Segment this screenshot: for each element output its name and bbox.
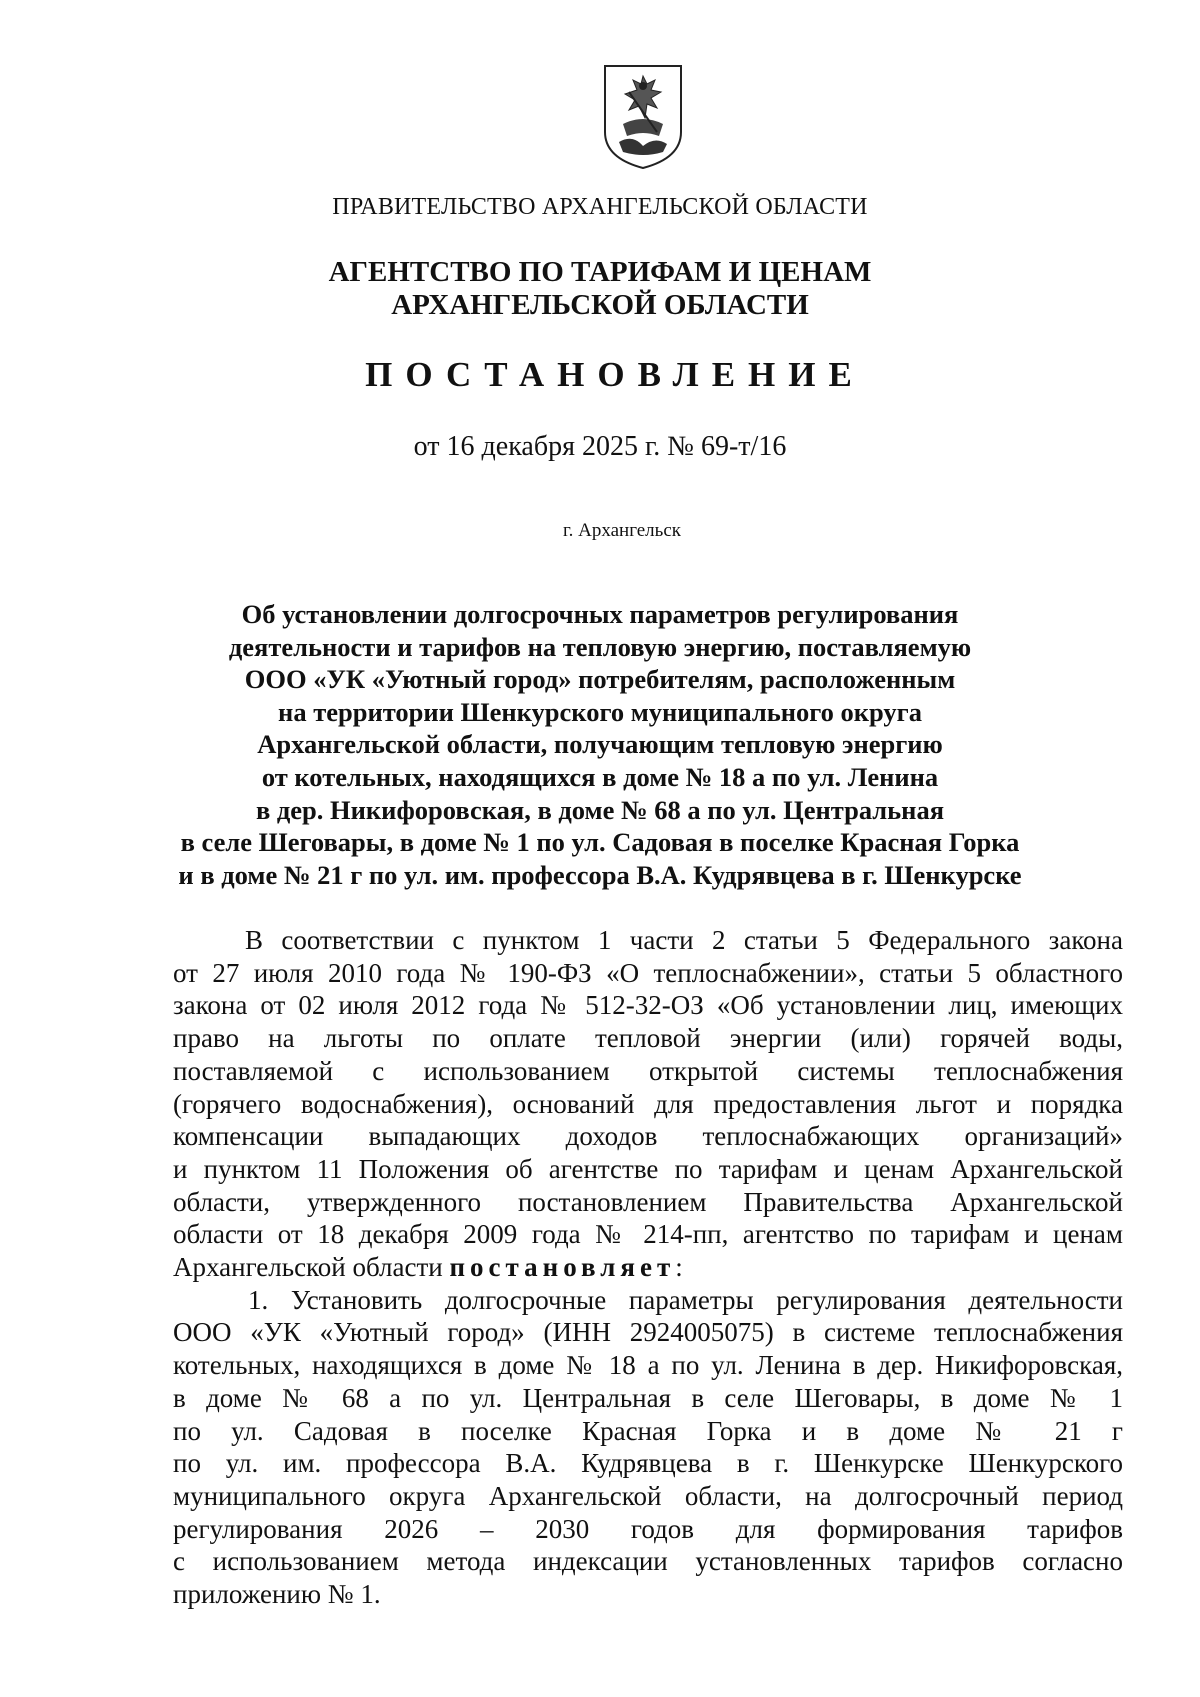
preamble-line: от 27 июля 2010 года № 190-ФЗ «О теплоснабжении», статьи 5 областного [173,957,1123,988]
preamble-line: области, утвержденного постановлением Правительства Архангельской [173,1186,1123,1217]
agency-name-line-2: АРХАНГЕЛЬСКОЙ ОБЛАСТИ [391,289,809,321]
item-line: ООО «УК «Уютный город» (ИНН 2924005075) в системе теплоснабжения [173,1317,1123,1348]
preamble-line: право на льготы по оплате тепловой энергии (или) горячей воды, [173,1023,1123,1054]
preamble-last-suffix: : [675,1252,683,1283]
preamble-line: (горячего водоснабжения), оснований для предоставления льгот и порядка [173,1088,1123,1119]
preamble-line [173,1251,1123,1284]
item-line: котельных, находящихся в доме № 18 а по ул. Ленина в дер. Никифоровская, [173,1350,1123,1381]
preamble-line: закона от 02 июля 2012 года № 512-32-ОЗ «Об установлении лиц, имеющих [173,990,1123,1021]
preamble-line: области от 18 декабря 2009 года № 214-пп, агентство по тарифам и ценам [173,1219,1123,1250]
preamble-line: поставляемой с использованием открытой системы теплоснабжения [173,1055,1123,1086]
title-line: ООО «УК «Уютный город» потребителям, расположенным [244,664,956,695]
title-line: Архангельской области, получающим тепловую энергию [257,729,943,760]
preamble-last-prefix: Архангельской области [173,1252,450,1283]
preamble-line: компенсации выпадающих доходов теплоснабжающих организаций» [173,1121,1123,1152]
document-city: г. Архангельск [562,520,681,541]
title-line: деятельности и тарифов на тепловую энергию, поставляемую [228,631,972,662]
item-line: с использованием метода индексации установленных тарифов согласно [173,1546,1123,1577]
item-line: регулирования 2026 – 2030 годов для формирования тарифов [173,1513,1123,1544]
preamble-paragraph [173,924,1123,1284]
item-1-paragraph [173,1284,1123,1611]
title-line: на территории Шенкурского муниципального округа [278,696,922,727]
document-body [173,924,1123,1611]
title-line: от котельных, находящихся в доме № 18 а по ул. Ленина [261,761,939,792]
item-line: 1. Установить долгосрочные параметры регулирования деятельности [248,1284,1123,1315]
title-line: в дер. Никифоровская, в доме № 68 а по ул. Центральная [255,794,945,825]
agency-name-line-1: АГЕНТСТВО ПО ТАРИФАМ И ЦЕНАМ [328,256,872,288]
item-line: муниципального округа Архангельской области, на долгосрочный период [173,1480,1123,1511]
item-line: по ул. им. профессора В.А. Кудрявцева в г. Шенкурске Шенкурского [173,1448,1123,1479]
title-line: в селе Шеговары, в доме № 1 по ул. Садовая в поселке Красная Горка [180,827,1020,858]
item-line: приложению № 1. [173,1579,381,1610]
resolves-word: постановляет [449,1252,676,1283]
coat-of-arms-icon [599,62,687,172]
document-title [0,598,1200,891]
government-name: ПРАВИТЕЛЬСТВО АРХАНГЕЛЬСКОЙ ОБЛАСТИ [332,194,868,220]
preamble-line: и пунктом 11 Положения об агентстве по тарифам и ценам Архангельской [173,1153,1123,1184]
preamble-line: В соответствии с пунктом 1 части 2 статьи 5 Федерального закона [245,925,1123,955]
title-line: Об установлении долгосрочных параметров регулирования [241,599,959,629]
title-line: и в доме № 21 г по ул. им. профессора В.А. Кудрявцева в г. Шенкурске [178,859,1022,890]
document-date-number: от 16 декабря 2025 г. № 69-т/16 [413,431,787,462]
item-line: в доме № 68 а по ул. Центральная в селе Шеговары, в доме № 1 [173,1382,1123,1413]
document-type: ПОСТАНОВЛЕНИЕ [365,355,865,394]
item-line: по ул. Садовая в поселке Красная Горка и в доме № 21 г [173,1415,1123,1446]
agency-name [0,256,1200,322]
